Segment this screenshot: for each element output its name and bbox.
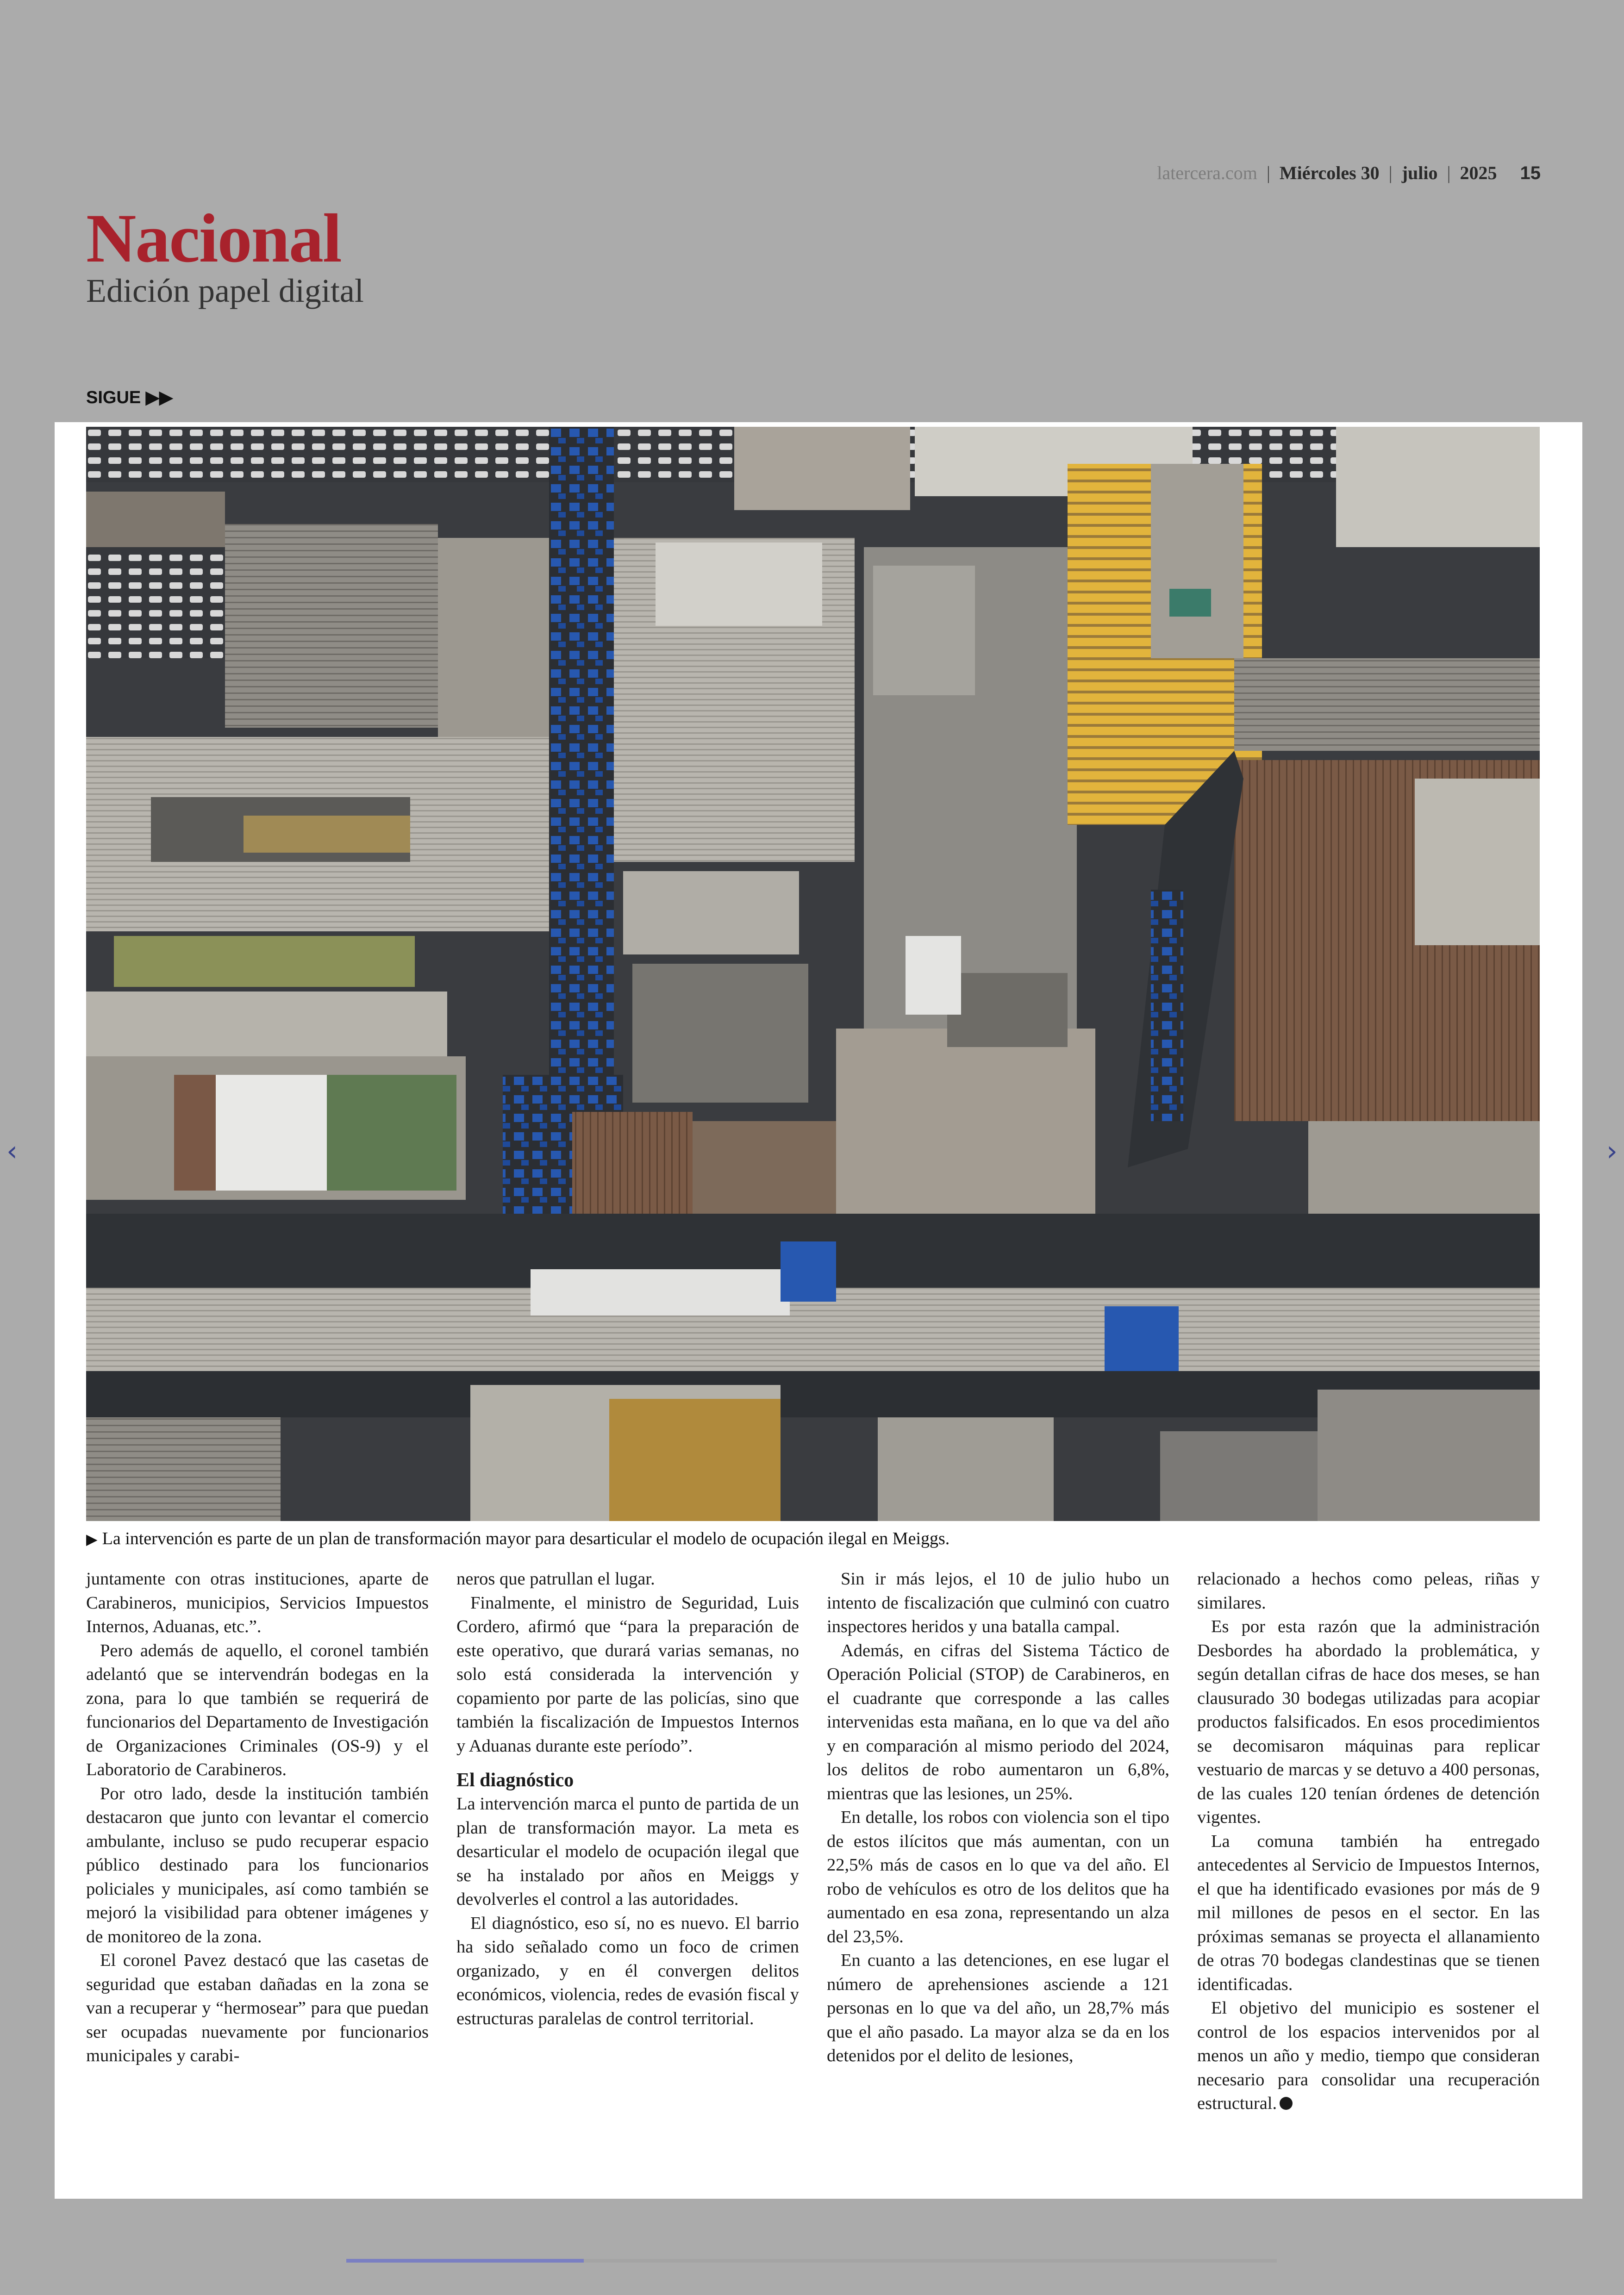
reading-progress-track[interactable] — [346, 2259, 1277, 2263]
reading-progress-fill — [346, 2259, 584, 2263]
paragraph: Es por esta razón que la administración Desbordes ha abordado la problemática, y según detallan cifras de hace dos meses, se han clausurado 30 bodegas utilizadas para acopiar productos falsificados. En esos procedimientos se decomisaron máquinas para replicar vestuario de marcas y se detuvo a 400 personas, de las cuales 120 tenían órdenes de detención vigentes. — [1197, 1617, 1540, 1827]
photo-caption — [86, 1528, 1540, 1549]
paragraph: El diagnóstico, eso sí, no es nuevo. El barrio ha sido señalado como un foco de crimen organizado, y en él convergen delitos económicos, violencia, redes de evasión fiscal y estructuras paralelas de control territorial. — [456, 1913, 799, 2028]
end-mark-icon — [1280, 2097, 1293, 2110]
weekday: Miércoles 30 — [1279, 162, 1380, 183]
year: 2025 — [1460, 162, 1497, 183]
paragraph: El coronel Pavez destacó que las casetas de seguridad que estaban dañadas en la zona se van a recuperar y “hermosear” para que puedan ser ocupadas nuevamente por funcionarios municipales y carabi- — [86, 1951, 429, 2065]
paragraph: Además, en cifras del Sistema Táctico de Operación Policial (STOP) de Carabineros, en el cuadrante que corresponde a las calles intervenidas esta mañana, en lo que va del año y en comparación al mismo periodo del 2024, los delitos de robo aumentaron un 6,8%, mientras que las lesiones, un 25%. — [827, 1640, 1169, 1803]
section-title: Nacional — [86, 200, 341, 277]
next-page-icon[interactable]: › — [1606, 1135, 1618, 1167]
caption-text: La intervención es parte de un plan de transformación mayor para desarticular el modelo de ocupación ilegal en Meiggs. — [102, 1529, 950, 1548]
column-4 — [1197, 1567, 1540, 2116]
paragraph: En detalle, los robos con violencia son el tipo de estos ilícitos que más aumentan, con un 22,5% más de casos en lo que va del año. El robo de vehículos es otro de los delitos que ha aumentado en esa zona, representando un alza del 23,5%. — [827, 1808, 1169, 1946]
final-paragraph — [1197, 1996, 1540, 2116]
caption-arrow-icon: ▶ — [86, 1531, 98, 1547]
separator: | — [1447, 162, 1451, 183]
paragraph: Sin ir más lejos, el 10 de julio hubo un intento de fiscalización que culminó con cuatro inspectores heridos y una batalla campal. — [827, 1569, 1169, 1636]
article-body — [86, 1567, 1540, 2146]
page-number: 15 — [1520, 163, 1541, 183]
separator: | — [1266, 162, 1270, 183]
aerial-photo — [86, 427, 1540, 1521]
paragraph: La intervención marca el punto de partida de un plan de transformación mayor. La meta es desarticular el modelo de ocupación ilegal que se ha instalado por años en Meiggs y devolverles el control a las autoridades. — [456, 1794, 799, 1909]
column-2 — [456, 1567, 799, 2031]
site-name: latercera.com — [1157, 162, 1257, 183]
edition-subtitle: Edición papel digital — [86, 272, 364, 309]
date-line — [1157, 162, 1541, 184]
continue-label: SIGUE ▶▶ — [86, 388, 173, 407]
paragraph: En cuanto a las detenciones, en ese lugar el número de aprehensiones asciende a 121 personas en lo que va del año, un 28,7% más que el año pasado. La mayor alza se da en los detenidos por el delito de lesiones, — [827, 1951, 1169, 2065]
prev-page-icon[interactable]: ‹ — [6, 1135, 18, 1167]
paragraph: juntamente con otras instituciones, aparte de Carabineros, municipios, Servicios Impuestos Internos, Aduanas, etc.”. — [86, 1569, 429, 1636]
subheading: El diagnóstico — [456, 1770, 574, 1791]
paragraph-text: El objetivo del municipio es sostener el control de los espacios intervenidos por al menos un año y medio, tiempo que consideran necesario para consolidar una recuperación estructural. — [1197, 1998, 1540, 2113]
paragraph: La comuna también ha entregado antecedentes al Servicio de Impuestos Internos, el que ha identificado evasiones por más de 9 mil millones de pesos en el sector. En las próximas semanas se proyecta el allanamiento de otras 70 bodegas clandestinas que se tienen identificadas. — [1197, 1831, 1540, 1994]
paragraph: relacionado a hechos como peleas, riñas y similares. — [1197, 1569, 1540, 1613]
column-3 — [827, 1567, 1169, 2068]
page-sheet — [55, 422, 1582, 2199]
month: julio — [1401, 162, 1438, 183]
paragraph: Por otro lado, desde la institución también destacaron que junto con levantar el comercio ambulante, incluso se pudo recuperar espacio público destinado para los funcionarios policiales y municipales, así como también se mejoró la visibilidad para obtener imágenes y de monitoreo de la zona. — [86, 1784, 429, 1946]
column-1 — [86, 1567, 429, 2068]
paragraph: Pero además de aquello, el coronel también adelantó que se intervendrán bodegas en la zona, para lo que también se requerirá de funcionarios del Departamento de Investigación de Organizaciones Criminales (OS-9) y el Laboratorio de Carabineros. — [86, 1640, 429, 1779]
separator: | — [1388, 162, 1393, 183]
paragraph: Finalmente, el ministro de Seguridad, Luis Cordero, afirmó que “para la preparación de este operativo, que durará varias semanas, no solo está considerada la intervención y copamiento por parte de las policías, sino que también la fiscalización de Impuestos Internos y Aduanas durante este período”. — [456, 1593, 799, 1756]
aerial-photo-illustration — [86, 427, 1540, 1521]
paragraph: neros que patrullan el lugar. — [456, 1569, 655, 1589]
